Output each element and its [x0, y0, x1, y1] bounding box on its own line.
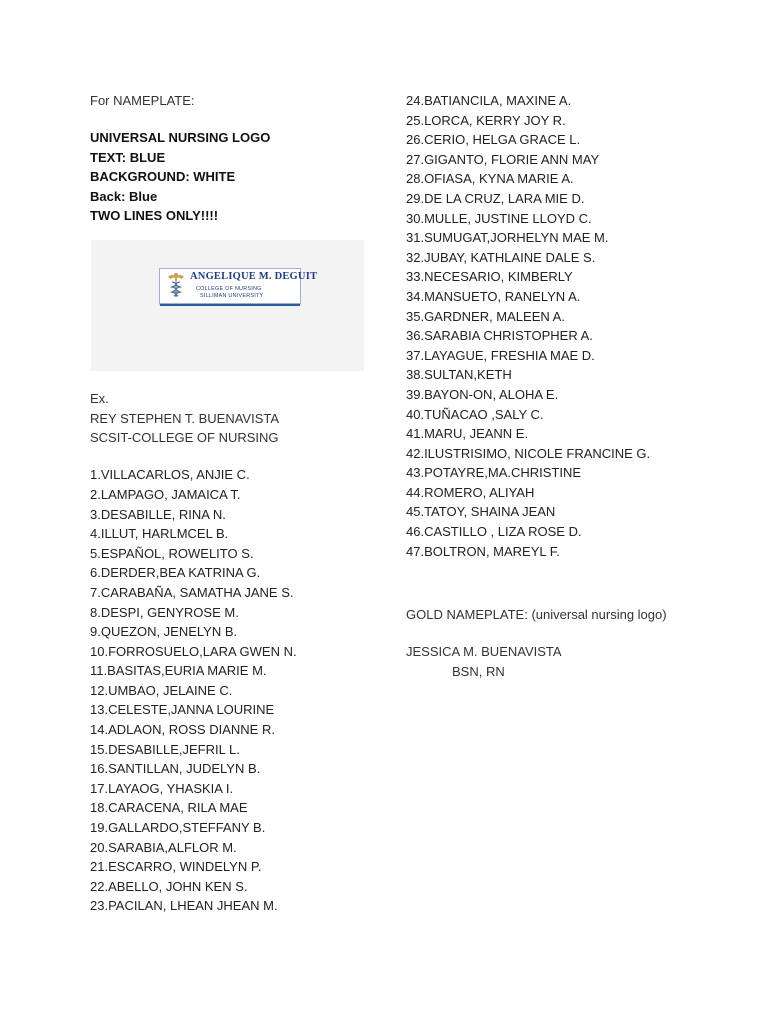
example-school: SCSIT-COLLEGE OF NURSING: [90, 430, 279, 446]
spacer: [406, 625, 746, 643]
list-item: 36.SARABIA CHRISTOPHER A.: [406, 328, 593, 344]
list-item: 40.TUÑACAO ,SALY C.: [406, 406, 544, 422]
instructions-heading: For NAMEPLATE:: [90, 93, 195, 108]
list-item: 8.DESPI, GENYROSE M.: [90, 604, 239, 620]
list-item: 18.CARACENA, RILA MAE: [90, 800, 248, 816]
instruction-line: BACKGROUND: WHITE: [90, 169, 236, 185]
list-item: 26.CERIO, HELGA GRACE L.: [406, 132, 581, 148]
name-list-left: [90, 465, 380, 916]
instruction-line: TEXT: BLUE: [90, 149, 166, 165]
spacer: [90, 448, 380, 466]
list-item: 20.SARABIA,ALFLOR M.: [90, 839, 237, 855]
list-item: 39.BAYON-ON, ALOHA E.: [406, 386, 559, 402]
list-item: 41.MARU, JEANN E.: [406, 426, 529, 442]
list-item: 4.ILLUT, HARLMCEL B.: [90, 526, 229, 542]
list-item: 45.TATOY, SHAINA JEAN: [406, 504, 556, 520]
nameplate-college: COLLEGE OF NURSING: [196, 286, 262, 293]
list-item: 34.MANSUETO, RANELYN A.: [406, 288, 581, 304]
example-label: Ex.: [90, 391, 109, 407]
list-item: 44.ROMERO, ALIYAH: [406, 484, 535, 500]
list-item: 16.SANTILLAN, JUDELYN B.: [90, 761, 261, 777]
list-item: 14.ADLAON, ROSS DIANNE R.: [90, 722, 275, 738]
list-item: 7.CARABAÑA, SAMATHA JANE S.: [90, 584, 294, 600]
left-column: [90, 91, 380, 916]
list-item: 42.ILUSTRISIMO, NICOLE FRANCINE G.: [406, 445, 651, 461]
list-item: 13.CELESTE,JANNA LOURINE: [90, 702, 275, 718]
caduceus-icon: [166, 271, 186, 299]
list-item: 38.SULTAN,KETH: [406, 367, 512, 383]
gold-nameplate-credentials: BSN, RN: [452, 663, 505, 679]
gold-nameplate-label: GOLD NAMEPLATE: (universal nursing logo): [406, 607, 667, 623]
example-name: REY STEPHEN T. BUENAVISTA: [90, 410, 280, 426]
nameplate: [159, 268, 318, 304]
list-item: 1.VILLACARLOS, ANJIE C.: [90, 467, 250, 483]
list-item: 21.ESCARRO, WINDELYN P.: [90, 859, 262, 875]
instruction-line: Back: Blue: [90, 188, 158, 204]
right-column: [406, 91, 746, 682]
list-item: 5.ESPAÑOL, ROWELITO S.: [90, 545, 254, 561]
list-item: 46.CASTILLO , LIZA ROSE D.: [406, 524, 582, 540]
spacer: [406, 579, 746, 597]
list-item: 10.FORROSUELO,LARA GWEN N.: [90, 643, 297, 659]
nameplate-university: SILLIMAN UNIVERSITY: [200, 293, 264, 300]
list-item: 3.DESABILLE, RINA N.: [90, 506, 226, 522]
list-item: 30.MULLE, JUSTINE LLOYD C.: [406, 210, 592, 226]
list-item: 2.LAMPAGO, JAMAICA T.: [90, 486, 241, 502]
nameplate-edge: [160, 304, 300, 306]
spacer: [90, 111, 380, 129]
list-item: 47.BOLTRON, MAREYL F.: [406, 543, 560, 559]
list-item: 28.OFIASA, KYNA MARIE A.: [406, 171, 574, 187]
list-item: 31.SUMUGAT,JORHELYN MAE M.: [406, 230, 609, 246]
list-item: 27.GIGANTO, FLORIE ANN MAY: [406, 151, 600, 167]
instruction-line: TWO LINES ONLY!!!!: [90, 208, 219, 224]
list-item: 23.PACILAN, LHEAN JHEAN M.: [90, 898, 278, 914]
list-item: 11.BASITAS,EURIA MARIE M.: [90, 663, 267, 679]
list-item: 24.BATIANCILA, MAXINE A.: [406, 93, 572, 108]
list-item: 22.ABELLO, JOHN KEN S.: [90, 878, 248, 894]
list-item: 43.POTAYRE,MA.CHRISTINE: [406, 465, 582, 481]
list-item: 17.LAYAOG, YHASKIA I.: [90, 780, 234, 796]
list-item: 32.JUBAY, KATHLAINE DALE S.: [406, 249, 596, 265]
list-item: 19.GALLARDO,STEFFANY B.: [90, 820, 266, 836]
spacer: [406, 561, 746, 579]
list-item: 25.LORCA, KERRY JOY R.: [406, 112, 566, 128]
name-list-right: [406, 91, 746, 561]
gold-nameplate-name: JESSICA M. BUENAVISTA: [406, 644, 562, 660]
nameplate-name: ANGELIQUE M. DEGUIT: [190, 271, 318, 283]
sample-nameplate-image: [91, 240, 364, 371]
instruction-line: UNIVERSAL NURSING LOGO: [90, 130, 271, 146]
list-item: 15.DESABILLE,JEFRIL L.: [90, 741, 240, 757]
spacer: [406, 596, 746, 605]
list-item: 6.DERDER,BEA KATRINA G.: [90, 565, 261, 581]
list-item: 35.GARDNER, MALEEN A.: [406, 308, 565, 324]
list-item: 33.NECESARIO, KIMBERLY: [406, 269, 573, 285]
list-item: 29.DE LA CRUZ, LARA MIE D.: [406, 190, 585, 206]
list-item: 12.UMBAO, JELAINE C.: [90, 682, 233, 698]
list-item: 9.QUEZON, JENELYN B.: [90, 624, 238, 640]
list-item: 37.LAYAGUE, FRESHIA MAE D.: [406, 347, 595, 363]
